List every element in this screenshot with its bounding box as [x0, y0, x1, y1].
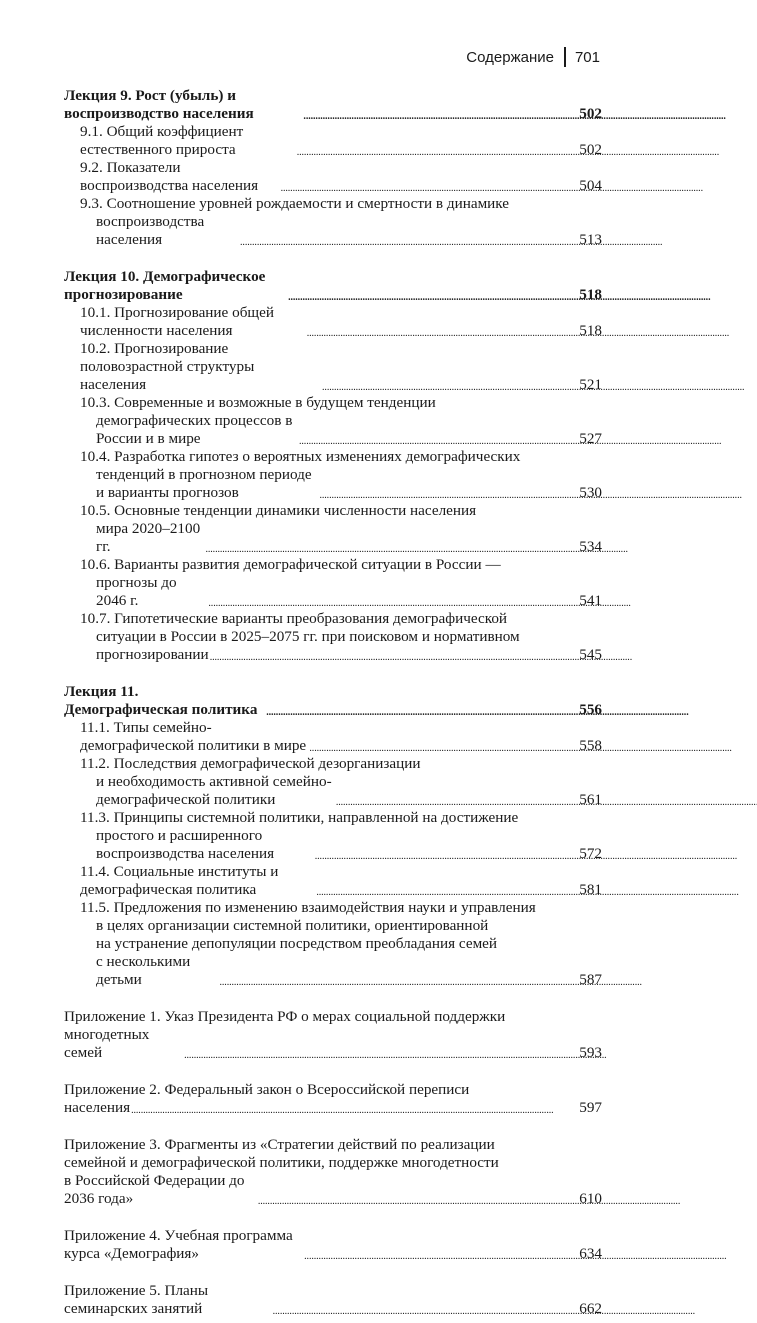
toc-entry-title: 10.1. Прогнозирование общей численности населения	[80, 304, 274, 339]
toc-entry-page: 558	[579, 737, 602, 754]
header-divider	[564, 47, 566, 67]
toc-entry-line: 10.3. Современные и возможные в будущем тенденции	[80, 394, 436, 411]
toc-entry-page: 593	[579, 1044, 602, 1061]
section-title: Содержание	[466, 48, 554, 66]
toc-entry-line: многодетных семей	[64, 1026, 150, 1061]
toc-entry-line: прогнозировании	[96, 646, 209, 663]
toc-entry-title: 11.4. Социальные институты и демографическая политика	[80, 863, 279, 898]
toc-entry-line: в Российской Федерации до 2036 года»	[64, 1172, 245, 1207]
toc-item-10-6[interactable]	[64, 556, 602, 610]
toc-entry-line: 10.5. Основные тенденции динамики численности населения	[80, 502, 477, 519]
toc-entry-title: 9.1. Общий коэффициент естественного прироста	[80, 123, 244, 158]
toc-entry-line: 11.5. Предложения по изменению взаимодействия науки и управления	[80, 899, 536, 916]
dot-leader	[208, 592, 578, 610]
toc-item-11-5[interactable]	[64, 899, 602, 989]
toc-entry-line: Приложение 4. Учебная программа курса «Демография»	[64, 1227, 293, 1262]
toc-lecture-11[interactable]	[64, 683, 602, 719]
toc-item-10-7[interactable]	[64, 610, 602, 664]
toc-item-10-1[interactable]	[64, 304, 602, 340]
toc-entry-line: 10.7. Гипотетические варианты преобразования демографической	[80, 610, 508, 627]
toc-entry-line: населения	[64, 1099, 131, 1116]
toc-entry-page: 534	[579, 538, 602, 555]
toc-item-11-1[interactable]	[64, 719, 602, 755]
dot-leader	[273, 1300, 579, 1318]
toc-item-11-2[interactable]	[64, 755, 602, 809]
dot-leader	[220, 971, 579, 989]
toc-entry-page: 504	[579, 177, 602, 194]
toc-entry-line: прогнозы до 2046 г.	[96, 574, 177, 609]
toc-appendix-3[interactable]	[64, 1136, 602, 1208]
toc-entry-page: 545	[579, 646, 602, 663]
toc-entry-page: 610	[579, 1190, 602, 1207]
toc-entry-page: 521	[579, 376, 602, 393]
toc-entry-line: Приложение 3. Фрагменты из «Стратегии действий по реализации	[64, 1136, 495, 1153]
toc-appendix-2[interactable]	[64, 1081, 602, 1117]
toc-entry-page: 634	[579, 1245, 602, 1262]
toc-appendix-1[interactable]	[64, 1008, 602, 1062]
toc-item-10-2[interactable]	[64, 340, 602, 394]
dot-leader	[131, 1099, 578, 1117]
page-number: 701	[574, 48, 600, 66]
dot-leader	[240, 231, 578, 249]
toc-lecture-9[interactable]	[64, 87, 602, 123]
toc-entry-line: ситуации в России в 2025–2075 гг. при поисковом и нормативном	[96, 628, 520, 645]
toc-entry-title: Лекция 9. Рост (убыль) и воспроизводство населения	[64, 87, 254, 122]
toc-entry-page: 502	[579, 105, 602, 122]
toc-entry-line: Приложение 1. Указ Президента РФ о мерах социальной поддержки	[64, 1008, 506, 1025]
toc-item-9-3[interactable]	[64, 195, 602, 249]
dot-leader	[297, 141, 579, 159]
toc-entry-line: 9.3. Соотношение уровней рождаемости и смертности в динамике	[80, 195, 510, 212]
toc-entry-title: Лекция 10. Демографическое прогнозирование	[64, 268, 266, 303]
toc-entry-page: 572	[579, 845, 602, 862]
dot-leader	[184, 1044, 578, 1062]
dot-leader	[210, 646, 579, 664]
toc-entry-page: 581	[579, 881, 602, 898]
toc-entry-page: 597	[579, 1099, 602, 1116]
dot-leader	[288, 286, 578, 304]
dot-leader	[303, 105, 578, 123]
dot-leader	[205, 538, 578, 556]
toc-lecture-10[interactable]	[64, 268, 602, 304]
dot-leader	[307, 322, 578, 340]
toc-appendix-4[interactable]	[64, 1227, 602, 1263]
dot-leader	[309, 737, 578, 755]
toc-entry-title: 10.2. Прогнозирование половозрастной структуры населения	[80, 340, 255, 393]
toc-entry-line: 11.2. Последствия демографической дезорганизации	[80, 755, 421, 772]
toc-entry-title: 9.2. Показатели воспроизводства населения	[80, 159, 259, 194]
toc-entry-page: 556	[579, 701, 602, 718]
toc-item-11-4[interactable]	[64, 863, 602, 899]
dot-leader	[316, 881, 578, 899]
toc-entry-page: 587	[579, 971, 602, 988]
toc-entry-page: 518	[579, 322, 602, 339]
dot-leader	[336, 791, 578, 809]
dot-leader	[322, 376, 578, 394]
toc-item-11-3[interactable]	[64, 809, 602, 863]
toc-entry-page: 513	[579, 231, 602, 248]
running-head	[466, 47, 600, 67]
dot-leader	[304, 1245, 578, 1263]
toc-entry-line: мира 2020–2100 гг.	[96, 520, 201, 555]
toc-entry-page: 662	[579, 1300, 602, 1317]
toc-entry-page: 561	[579, 791, 602, 808]
toc-entry-title: Лекция 11. Демографическая политика	[64, 683, 258, 718]
dot-leader	[319, 484, 578, 502]
toc-entry-page: 527	[579, 430, 602, 447]
toc-entry-line: воспроизводства населения	[96, 213, 205, 248]
toc-entry-line: простого и расширенного воспроизводства населения	[96, 827, 275, 862]
toc-entry-line: тенденций в прогнозном периоде и варианты прогнозов	[96, 466, 312, 501]
toc-entry-line: 10.6. Варианты развития демографической ситуации в России —	[80, 556, 501, 573]
toc-appendix-5[interactable]	[64, 1282, 602, 1318]
dot-leader	[299, 430, 578, 448]
toc-item-9-1[interactable]	[64, 123, 602, 159]
toc-item-10-4[interactable]	[64, 448, 602, 502]
toc-entry-line: семейной и демографической политики, поддержке многодетности	[64, 1154, 499, 1171]
toc-item-9-2[interactable]	[64, 159, 602, 195]
toc-entry-line: Приложение 5. Планы семинарских занятий	[64, 1282, 209, 1317]
toc-item-10-5[interactable]	[64, 502, 602, 556]
toc-entry-page: 541	[579, 592, 602, 609]
toc-entry-title: 11.1. Типы семейно-демографической политики в мире	[80, 719, 307, 754]
toc-entry-line: демографических процессов в России и в мире	[96, 412, 293, 447]
toc-entry-line: на устранение депопуляции посредством преобладания семей	[96, 935, 498, 952]
toc-entry-line: Приложение 2. Федеральный закон о Всероссийской переписи	[64, 1081, 470, 1098]
toc-entry-line: 11.3. Принципы системной политики, направленной на достижение	[80, 809, 519, 826]
table-of-contents	[64, 87, 602, 1318]
toc-entry-page: 502	[579, 141, 602, 158]
toc-entry-page: 530	[579, 484, 602, 501]
toc-entry-line: с несколькими детьми	[96, 953, 191, 988]
toc-entry-line: 10.4. Разработка гипотез о вероятных изменениях демографических	[80, 448, 521, 465]
dot-leader	[281, 177, 579, 195]
toc-item-10-3[interactable]	[64, 394, 602, 448]
dot-leader	[258, 1190, 578, 1208]
toc-entry-line: в целях организации системной политики, ориентированной	[96, 917, 489, 934]
toc-entry-page: 518	[579, 286, 602, 303]
dot-leader	[315, 845, 578, 863]
dot-leader	[266, 701, 578, 719]
toc-entry-line: и необходимость активной семейно-демографической политики	[96, 773, 332, 808]
